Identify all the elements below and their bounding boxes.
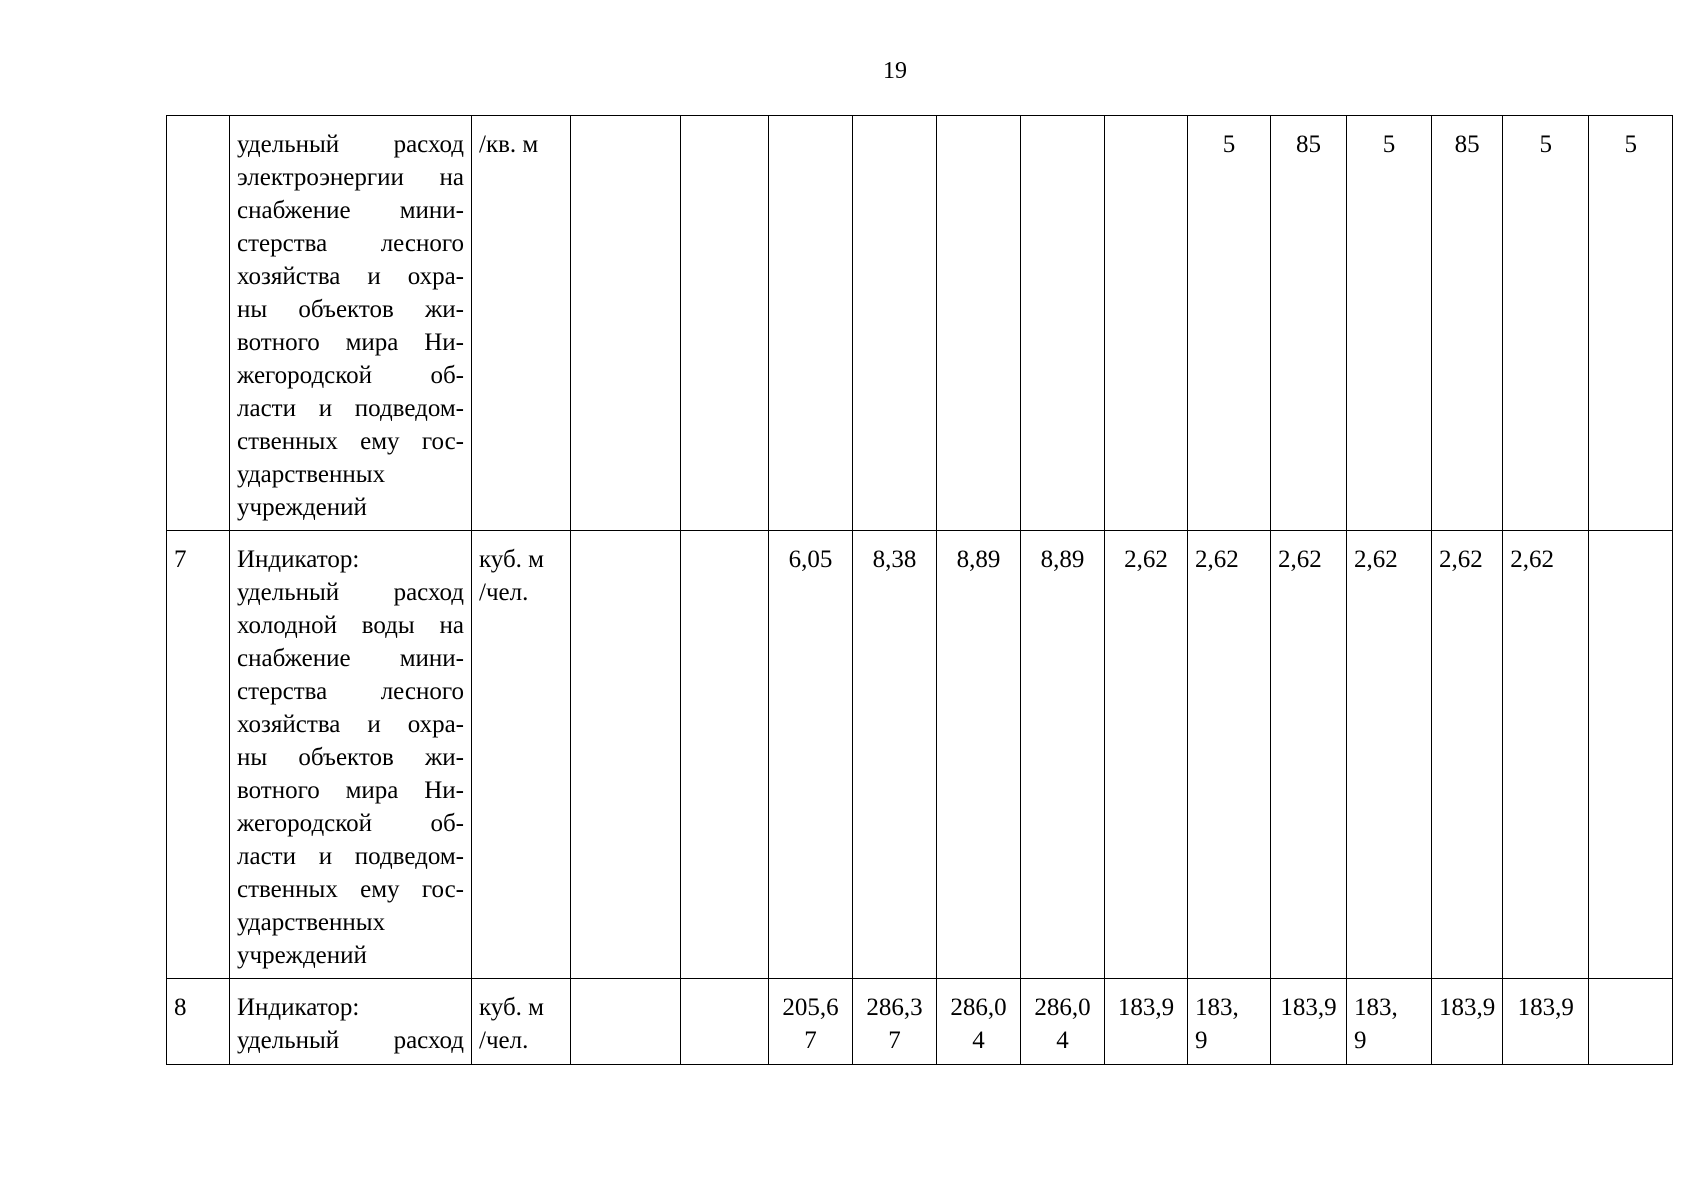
value-cell: 8,89 bbox=[1021, 531, 1105, 979]
value-cell: 8,89 bbox=[937, 531, 1021, 979]
unit-cell bbox=[472, 531, 571, 979]
name-line: хозяйства и охра- bbox=[237, 711, 464, 738]
unit-line: /кв. м bbox=[479, 131, 539, 158]
value-cell: 6,05 bbox=[769, 531, 853, 979]
indicator-table bbox=[166, 115, 1673, 1065]
name-line: электроэнергии на bbox=[237, 164, 464, 191]
name-line: снабжение мини- bbox=[237, 645, 464, 672]
value-cell: 183,9 bbox=[1432, 979, 1503, 1065]
value-cell bbox=[571, 116, 681, 531]
name-line: ласти и подведом- bbox=[237, 843, 464, 870]
indicator-name-cell bbox=[230, 531, 472, 979]
value-cell bbox=[937, 116, 1021, 531]
name-line: ударственных bbox=[237, 461, 386, 488]
indicator-name-cell bbox=[230, 116, 472, 531]
value-cell: 8,38 bbox=[853, 531, 937, 979]
row-number-cell: 7 bbox=[167, 531, 230, 979]
value-cell: 205,6 7 bbox=[769, 979, 853, 1065]
unit-line: /чел. bbox=[479, 579, 529, 606]
row-number-cell: 8 bbox=[167, 979, 230, 1065]
value-cell: 2,62 bbox=[1105, 531, 1188, 979]
unit-line: /чел. bbox=[479, 1027, 529, 1054]
value-cell bbox=[1021, 116, 1105, 531]
value-cell bbox=[571, 531, 681, 979]
value-cell bbox=[1105, 116, 1188, 531]
name-line: ны объектов жи- bbox=[237, 744, 464, 771]
name-line: ласти и подведом- bbox=[237, 395, 464, 422]
value-cell bbox=[681, 979, 769, 1065]
value-cell: 2,62 bbox=[1188, 531, 1271, 979]
name-line: учреждений bbox=[237, 942, 367, 969]
unit-cell bbox=[472, 116, 571, 531]
value-cell: 2,62 bbox=[1271, 531, 1347, 979]
name-line: холодной воды на bbox=[237, 612, 464, 639]
table-row bbox=[167, 979, 1673, 1065]
unit-cell bbox=[472, 979, 571, 1065]
name-line: удельный расход bbox=[237, 131, 464, 158]
name-line: Индикатор: bbox=[237, 994, 360, 1021]
name-line: ударственных bbox=[237, 909, 386, 936]
value-cell: 183, 9 bbox=[1188, 979, 1271, 1065]
value-cell: 2,62 bbox=[1432, 531, 1503, 979]
table-row bbox=[167, 531, 1673, 979]
unit-line: куб. м bbox=[479, 994, 545, 1021]
value-cell: 286,3 7 bbox=[853, 979, 937, 1065]
value-cell bbox=[681, 531, 769, 979]
name-line: Индикатор: bbox=[237, 546, 360, 573]
name-line: удельный расход bbox=[237, 579, 464, 606]
value-cell: 85 bbox=[1271, 116, 1347, 531]
name-line: ственных ему гос- bbox=[237, 428, 464, 455]
value-cell: 286,0 4 bbox=[1021, 979, 1105, 1065]
name-line: снабжение мини- bbox=[237, 197, 464, 224]
value-cell: 2,62 bbox=[1503, 531, 1589, 979]
row-number-cell bbox=[167, 116, 230, 531]
value-cell bbox=[681, 116, 769, 531]
name-line: удельный расход bbox=[237, 1027, 464, 1054]
name-line: стерства лесного bbox=[237, 230, 464, 257]
name-line: ны объектов жи- bbox=[237, 296, 464, 323]
value-cell: 5 bbox=[1188, 116, 1271, 531]
value-cell: 5 bbox=[1347, 116, 1432, 531]
table-row bbox=[167, 116, 1673, 531]
value-cell: 183,9 bbox=[1503, 979, 1589, 1065]
value-cell: 85 bbox=[1432, 116, 1503, 531]
value-cell: 5 bbox=[1503, 116, 1589, 531]
value-cell: 2,62 bbox=[1347, 531, 1432, 979]
unit-line: куб. м bbox=[479, 546, 545, 573]
value-cell bbox=[571, 979, 681, 1065]
name-line: жегородской об- bbox=[237, 362, 464, 389]
name-line: стерства лесного bbox=[237, 678, 464, 705]
page-number: 19 bbox=[883, 58, 907, 84]
value-cell bbox=[1589, 531, 1673, 979]
name-line: жегородской об- bbox=[237, 810, 464, 837]
value-cell bbox=[1589, 979, 1673, 1065]
value-cell bbox=[769, 116, 853, 531]
value-cell: 286,0 4 bbox=[937, 979, 1021, 1065]
value-cell: 183, 9 bbox=[1347, 979, 1432, 1065]
name-line: вотного мира Ни- bbox=[237, 329, 464, 356]
indicator-name-cell bbox=[230, 979, 472, 1065]
name-line: вотного мира Ни- bbox=[237, 777, 464, 804]
value-cell: 5 bbox=[1589, 116, 1673, 531]
name-line: учреждений bbox=[237, 494, 367, 521]
value-cell bbox=[853, 116, 937, 531]
name-line: хозяйства и охра- bbox=[237, 263, 464, 290]
name-line: ственных ему гос- bbox=[237, 876, 464, 903]
value-cell: 183,9 bbox=[1271, 979, 1347, 1065]
value-cell: 183,9 bbox=[1105, 979, 1188, 1065]
